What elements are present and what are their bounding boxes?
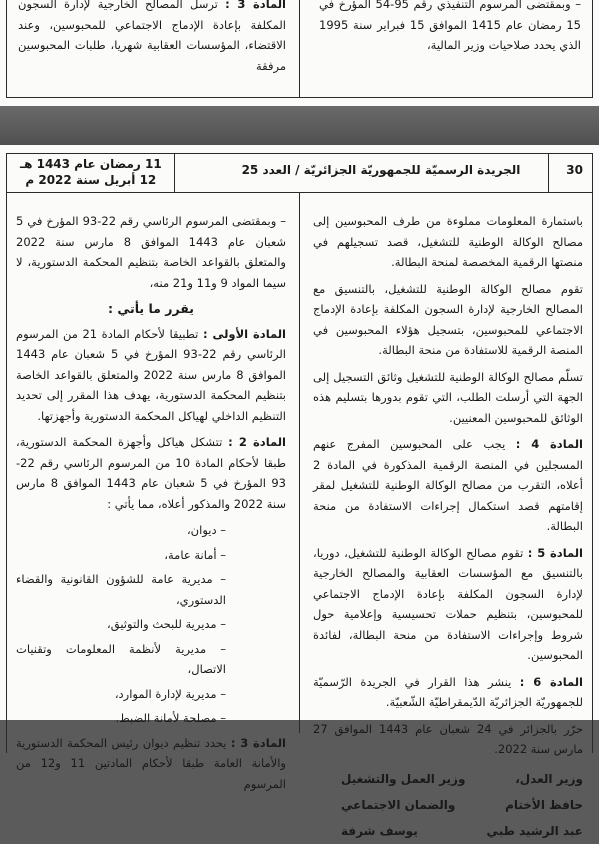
signature-left: وزير العمل والتشغيل <box>341 771 466 786</box>
gregorian-date: 12 أبريل سنة 2022 م <box>25 173 157 187</box>
article-label: المادة الأولى : <box>202 326 286 341</box>
previous-page-right-column <box>319 0 581 62</box>
article-label: المادة 3 : <box>230 735 286 750</box>
hijri-date: 11 رمضان عام 1443 هـ <box>20 157 162 171</box>
column-divider <box>299 193 300 733</box>
article-4 <box>313 434 583 537</box>
column-divider <box>299 0 300 98</box>
article-text: تطبيقا لأحكام المادة 21 من المرسوم الرئاسي رقم 22-93 المؤرخ في 5 شعبان عام 1443 الموافق 8 مارس سنة 2022 والمتعلق بالقواعد الخاصة بتنظيم المحكمة الدستورية، يهدف هذا المقرر إلى تحديد التنظيم الداخلي لهياكل المحكمة الدستورية وأجهزتها. <box>16 326 286 423</box>
journal-page <box>0 145 599 838</box>
decision-heading: يقرر ما يأتي : <box>108 301 194 316</box>
article-text: تتشكل هياكل وأجهزة المحكمة الدستورية، طبقا لأحكام المادة 10 من المرسوم الرئاسي رقم 22-93 المؤرخ في 5 شعبان عام 1443 الموافق 8 مارس سنة 2022 والمذكور أعلاه، مما يأتي : <box>16 435 286 511</box>
list-item: – مديرية عامة للشؤون القانونية والقضاء الدستوري، <box>16 572 226 607</box>
article-text: ينشر هذا القرار في الجريدة الرّسميّة للجمهوريّة الجزائريّة الدّيمقراطيّة الشّعبيّة. <box>313 674 583 709</box>
article-text: يحدد تنظيم ديوان رئيس المحكمة الدستورية والأمانة العامة طبقا لأحكام المادتين 11 و12 من المرسوم <box>16 735 286 791</box>
article-label: المادة 6 : <box>519 674 583 689</box>
signature-left: يوسف شرفة <box>341 823 418 838</box>
previous-page-fragment <box>0 0 599 106</box>
signature-right: عبد الرشيد طبي <box>486 823 583 838</box>
signature-row <box>313 766 583 792</box>
list-item: – مديرية لإدارة الموارد، <box>114 686 226 701</box>
paragraph: باستمارة المعلومات مملوءة من طرف المحبوسين إلى مصالح الوكالة الوطنية للتشغيل، قصد تسجيلهم في منصتها الرقمية المخصصة لمنحة البطالة. <box>313 214 583 269</box>
signature-row <box>313 792 583 818</box>
list-item: – أمانة عامة، <box>164 547 226 562</box>
signature-block <box>313 766 583 844</box>
article-1 <box>16 324 286 427</box>
page-gap <box>0 106 599 145</box>
article-text: يجب على المحبوسين المفرج عنهم المسجلين في المنصة الرقمية المذكورة في المادة 2 أعلاه، التقرب من مصالح الوكالة الوطنية للتشغيل لمقر إقامتهم قصد استكمال إجراءات الاستفادة من منحة البطالة. <box>313 437 583 533</box>
signature-right: وزير العدل، <box>515 771 583 786</box>
article-text: تقوم مصالح الوكالة الوطنية للتشغيل، دوريا، بالتنسيق مع المؤسسات العقابية والمصالح الخارجية لإدارة السجون المكلفة بإعادة الإدماج الاجتماعي للمحبوسين، بتنظيم حملات تحسيسية وإعلامية حول شروط وإجراءات الاستفادة من منحة البطالة، لفائدة المحبوسين. <box>313 545 583 662</box>
previous-page-left-text <box>18 0 286 76</box>
header-separator <box>548 153 549 192</box>
article-text: ترسل المصالح الخارجية لإدارة السجون المكلفة بإعادة الإدماج الاجتماعي للمحبوسين، وعند الاقتضاء، المؤسسات العقابية شهريا، طلبات المحبوسين مرفقة <box>18 0 286 73</box>
closing-date: حرّر بالجزائر في 24 شعبان عام 1443 الموافق 27 مارس سنة 2022. <box>313 721 583 756</box>
signature-left: والضمان الاجتماعي <box>341 797 456 812</box>
article-3 <box>16 733 286 795</box>
left-column <box>16 211 286 800</box>
article-5 <box>313 543 583 666</box>
article-label: المادة 3 : <box>225 0 286 11</box>
list-item: – ديوان، <box>186 523 226 537</box>
list-item: – مصلحة لأمانة الضبط. <box>115 711 226 725</box>
journal-header <box>6 153 593 193</box>
paragraph: تسلّم مصالح الوكالة الوطنية للتشغيل وثائق التسجيل إلى الجهة التي أرسلت الطلب، التي تقوم بدورها بتسليم هذه الوثائق للمحبوسين المعنيين. <box>313 369 583 425</box>
list-item: – مديرية للبحث والتوثيق، <box>107 617 226 631</box>
previous-page-left-column <box>18 0 286 82</box>
article-label: المادة 4 : <box>515 437 583 451</box>
page-number: 30 <box>566 163 583 177</box>
header-separator <box>174 153 175 192</box>
journal-title: الجريدة الرسميّة للجمهوريّة الجزائريّة / العدد 25 <box>241 163 521 177</box>
signature-right: حافظ الأختام <box>505 797 583 812</box>
article-2 <box>16 432 286 514</box>
paragraph: تقوم مصالح الوكالة الوطنية للتشغيل، بالتنسيق مع المصالح الخارجية لإدارة السجون المكلفة بإعادة الإدماج الاجتماعي للمحبوسين، بتسجيل هؤلاء المحبوسين في المنصة الرقمية للاستفادة من منحة البطالة. <box>313 281 583 357</box>
issue-date <box>20 156 162 188</box>
article-label: المادة 5 : <box>527 545 583 560</box>
list-item: – مديرية لأنظمة المعلومات وتقنيات الاتصال، <box>16 641 226 676</box>
right-column <box>313 211 583 844</box>
previous-page-right-text: – وبمقتضى المرسوم التنفيذي رقم 95-54 المؤرخ في 15 رمضان عام 1415 الموافق 15 فبراير سنة 1995 الذي يحدد صلاحيات وزير المالية، <box>319 0 581 52</box>
signature-row <box>313 818 583 844</box>
article-6 <box>313 672 583 713</box>
paragraph: – وبمقتضى المرسوم الرئاسي رقم 22-93 المؤرخ في 5 شعبان عام 1443 الموافق 8 مارس سنة 2022 والمتعلق بالقواعد الخاصة بتنظيم المحكمة الدستورية، لا سيما المواد 9 و11 و21 منه، <box>16 214 286 290</box>
article-label: المادة 2 : <box>228 435 286 449</box>
